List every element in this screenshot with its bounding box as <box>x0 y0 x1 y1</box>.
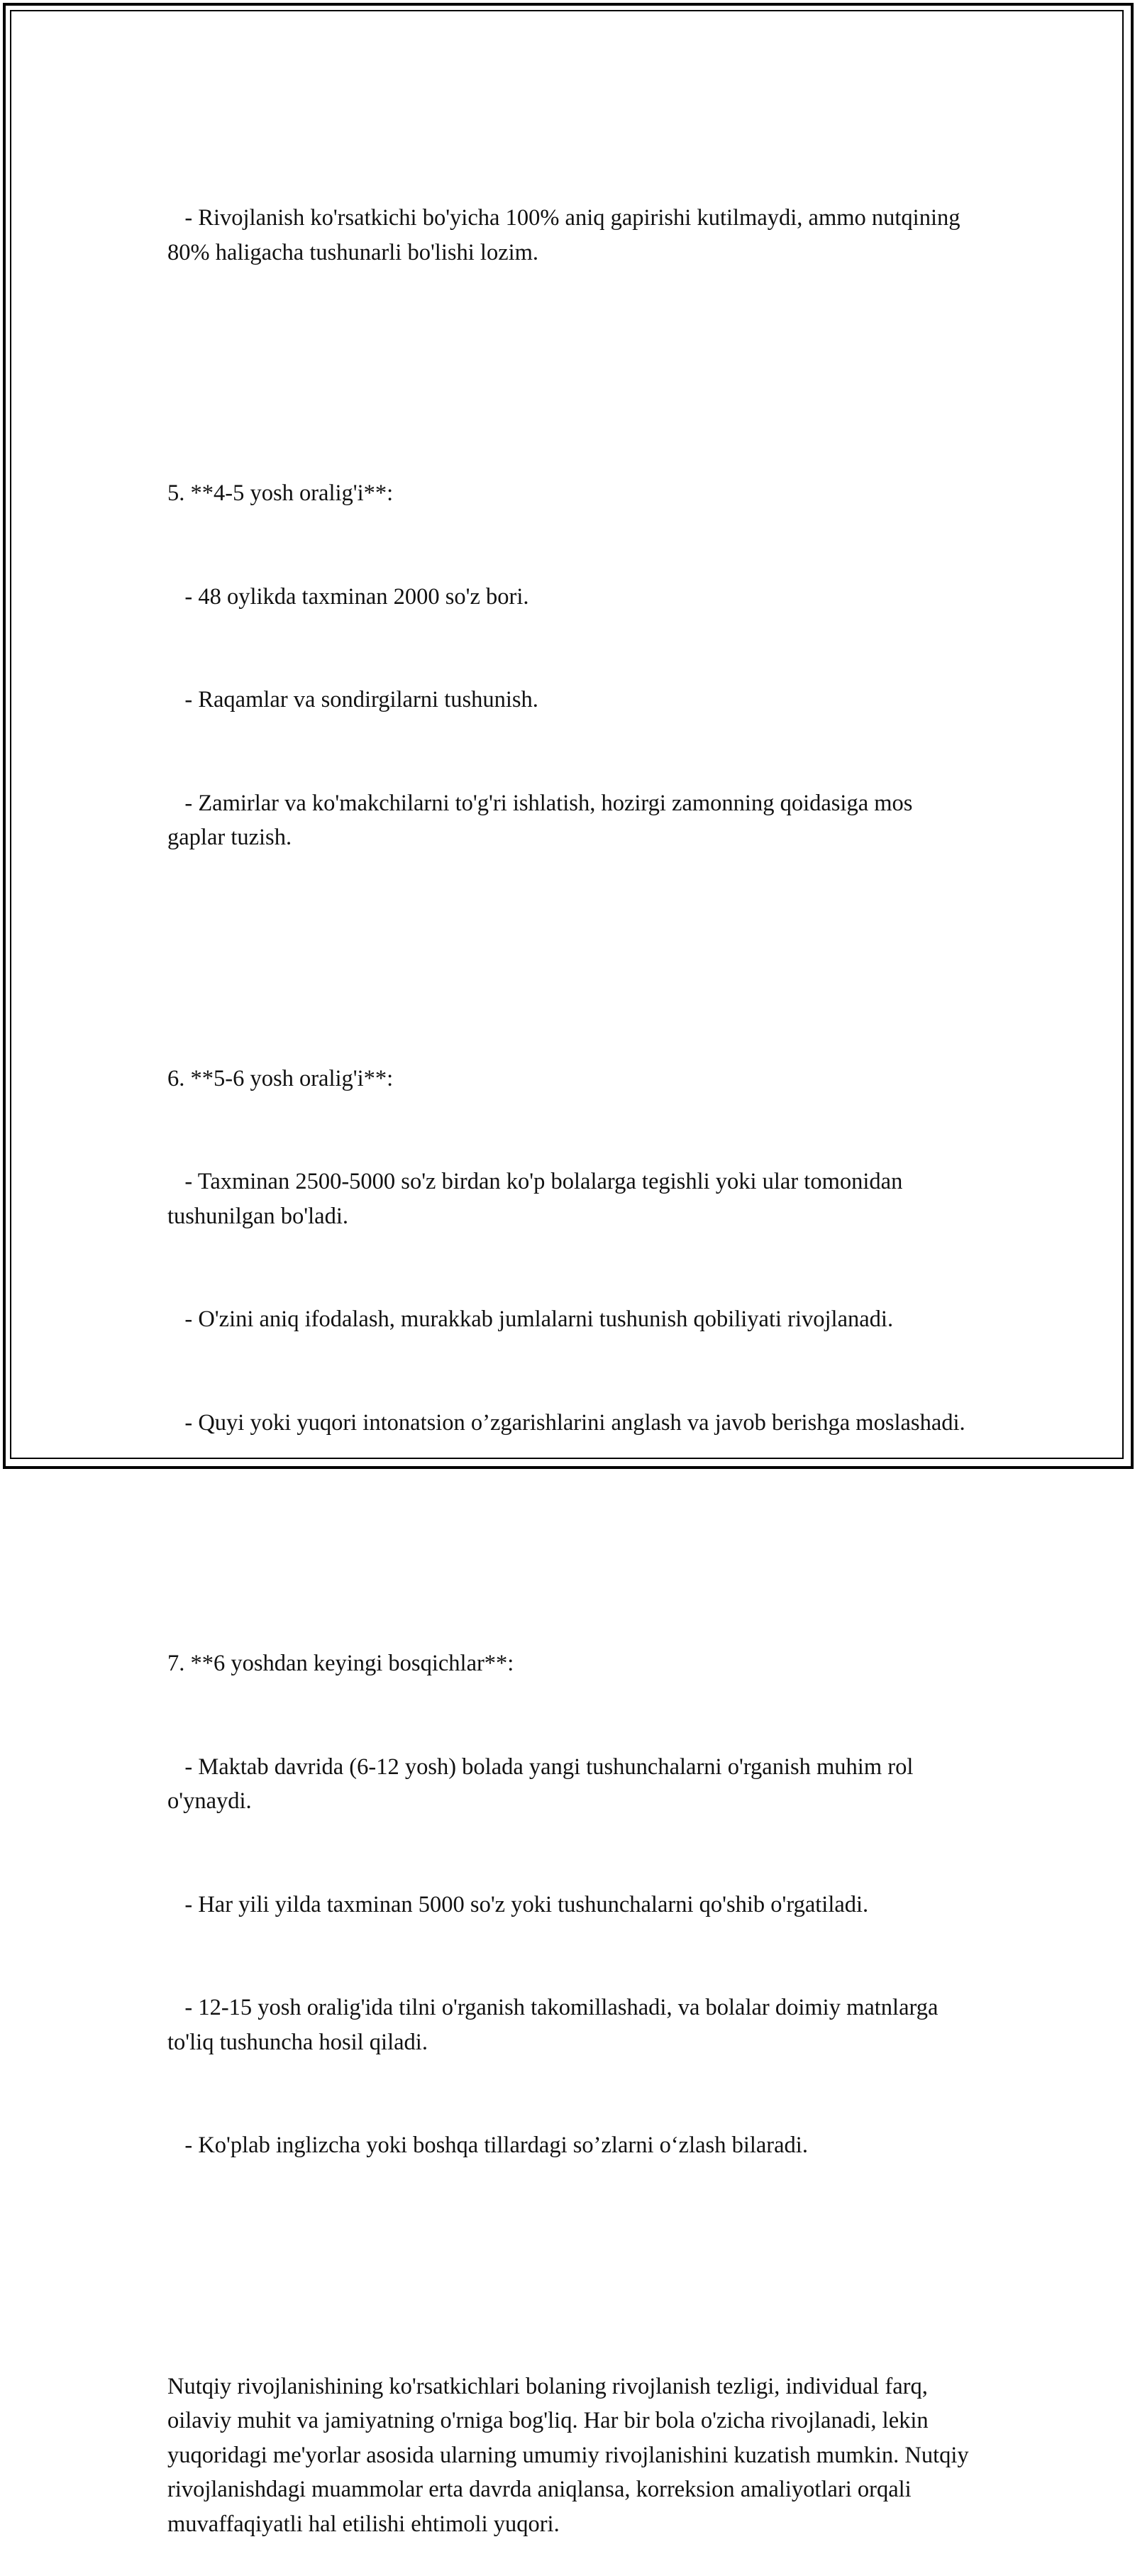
section-6-heading: 6. **5-6 yosh oralig'i**: <box>167 1065 394 1091</box>
section-7-item: - Ko'plab inglizcha yoki boshqa tillardagi so’zlarni o‘zlash bilaradi. <box>167 2132 808 2158</box>
intro-bullet: - Rivojlanish ko'rsatkichi bo'yicha 100% aniq gapirishi kutilmaydi, ammo nutqining 80% haligacha tushunarli bo'lishi lozim. <box>167 205 966 265</box>
section-5-item: - Zamirlar va ko'makchilarni to'g'ri ishlatish, hozirgi zamonning qoidasiga mos gaplar tuzish. <box>167 790 919 850</box>
section-6-item: - Taxminan 2500-5000 so'z birdan ko'p bolalarga tegishli yoki ular tomonidan tushunilgan bo'ladi. <box>167 1169 909 1229</box>
section-5-item: - 48 oylikda taxminan 2000 so'z bori. <box>167 583 529 610</box>
section-7-heading: 7. **6 yoshdan keyingi bosqichlar**: <box>167 1651 514 1676</box>
spacer <box>167 924 969 959</box>
section-5-item: - Raqamlar va sondirgilarni tushunish. <box>167 687 538 712</box>
section-7-item: - 12-15 yosh oralig'ida tilni o'rganish takomillashadi, va bolalar doimiy matnlarga to'liq tushuncha hosil qiladi. <box>167 1995 944 2055</box>
spacer <box>167 1509 969 1543</box>
section-7-item: - Maktab davrida (6-12 yosh) bolada yangi tushunchalarni o'rganish muhim rol o'ynaydi. <box>167 1754 919 1814</box>
section-6-item: - O'zini aniq ifodalash, murakkab jumlalarni tushunish qobiliyati rivojlanadi. <box>167 1306 894 1332</box>
spacer <box>167 338 969 373</box>
section-7-item: - Har yili yilda taxminan 5000 so'z yoki tushunchalarni qo'shib o'rgatiladi. <box>167 1891 869 1917</box>
conclusion-paragraph: Nutqiy rivojlanishining ko'rsatkichlari bolaning rivojlanish tezligi, individual farq, oilaviy muhit va jamiyatning o'rniga bog'liq. Har bir bola o'zicha rivojlanadi, lekin yuqoridagi me'yorlar asosida ularning umumiy rivojlanishini kuzatish mumkin. Nutqiy rivojlanishdagi muammolar erta davrda aniqlansa, korreksion amaliyotlari orqali muvaffaqiyatli hal etilishi ehtimoli yuqori. <box>167 2373 975 2537</box>
document-body <box>167 132 975 2576</box>
section-6-item: - Quyi yoki yuqori intonatsion o’zgarishlarini anglash va javob berishga moslashadi. <box>167 1409 965 1436</box>
spacer <box>167 2232 969 2267</box>
section-5-heading: 5. **4-5 yosh oralig'i**: <box>167 480 394 506</box>
